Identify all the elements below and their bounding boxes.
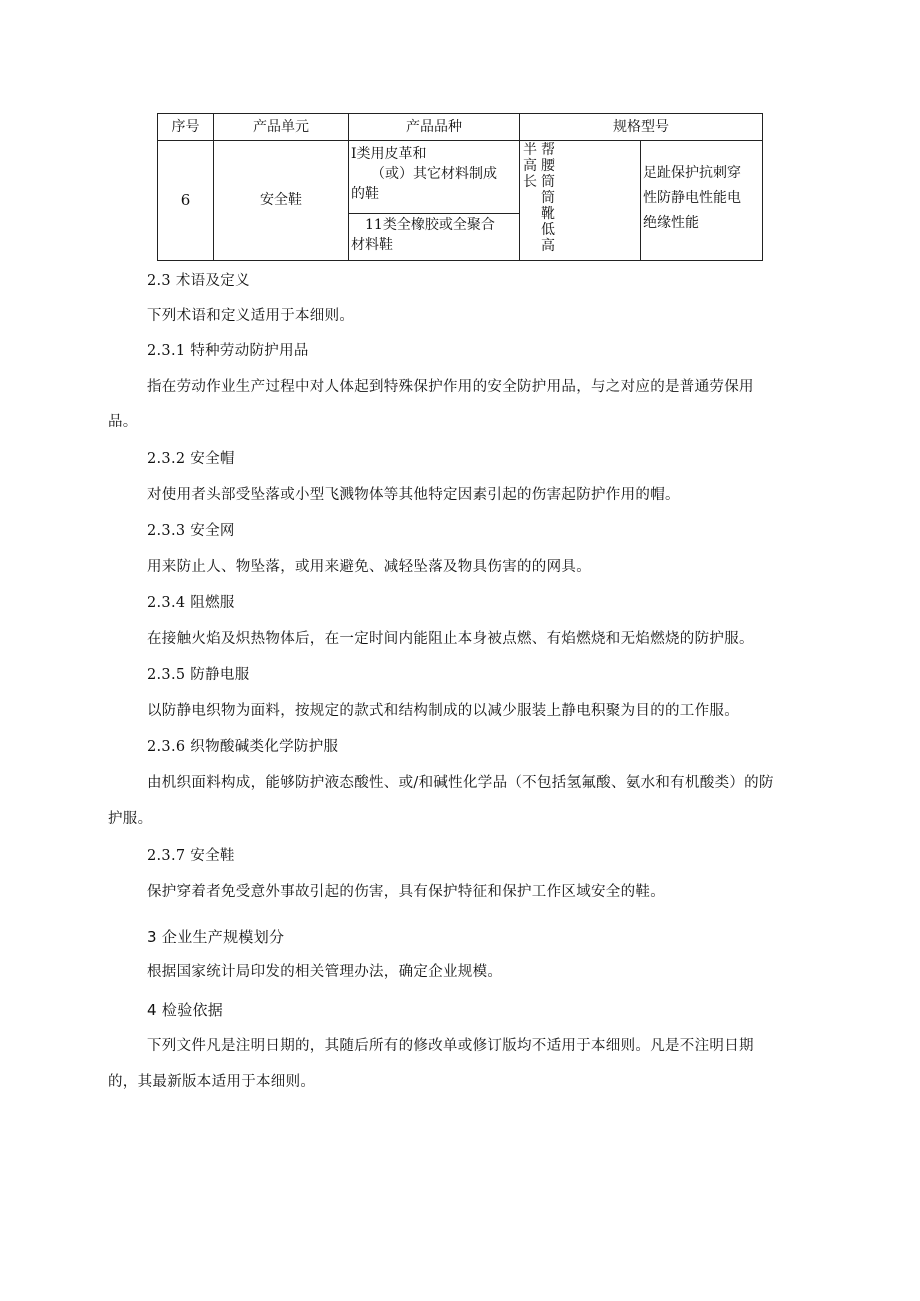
section-2-3-6-text: 由机织面料构成，能够防护液态酸性、或/和碱性化学品（不包括氢氟酸、氨水和有机酸类）的防 [147,775,774,791]
section-4-title: 4 检验依据 [147,1001,224,1019]
section-2-3-5-text: 以防静电织物为面料，按规定的款式和结构制成的以减少服装上静电积聚为目的的工作服。 [147,703,739,719]
spec-performance: 足趾保护抗刺穿 性防静电性能电 绝缘性能 [643,165,741,231]
variety-class-2: 11类全橡胶或全聚合 材料鞋 [351,217,495,253]
row-number: 6 [180,191,191,209]
section-2-3-6-title: 2.3.6 织物酸碱类化学防护服 [147,739,339,755]
row-unit: 安全鞋 [260,192,302,208]
section-2-3-1-text: 指在劳动作业生产过程中对人体起到特殊保护作用的安全防护用品，与之对应的是普通劳保用 [147,379,754,395]
section-2-3-3-title: 2.3.3 安全网 [147,523,235,539]
section-4-text: 下列文件凡是注明日期的，其随后所有的修改单或修订版均不适用于本细则。凡是不注明日期 [147,1038,754,1054]
section-2-3-6-text-cont: 护服。 [108,811,153,827]
section-2-3-4-text: 在接触火焰及炽热物体后，在一定时间内能阻止本身被点燃、有焰燃烧和无焰燃烧的防护服。 [147,631,754,647]
header-variety: 产品品种 [406,119,462,135]
section-2-3-7-text: 保护穿着者免受意外事故引起的伤害，具有保护特征和保护工作区域安全的鞋。 [147,884,665,900]
section-4-text-cont: 的，其最新版本适用于本细则。 [108,1074,316,1090]
section-2-3-2-title: 2.3.2 安全帽 [147,451,235,467]
spec-style-column: 帮 腰 筒 筒 靴 低 高 [541,142,555,254]
section-2-3-title: 2.3 术语及定义 [147,273,250,289]
header-spec: 规格型号 [613,119,669,135]
product-table [157,113,763,261]
section-2-3-1-title: 2.3.1 特种劳动防护用品 [147,343,309,359]
section-2-3-3-text: 用来防止人、物坠落，或用来避免、减轻坠落及物具伤害的的网具。 [147,559,591,575]
section-2-3-1-text-cont: 品。 [108,414,138,430]
section-3-title: 3 企业生产规模划分 [147,928,285,946]
section-2-3-text: 下列术语和定义适用于本细则。 [147,308,355,324]
section-3-text: 根据国家统计局印发的相关管理办法，确定企业规模。 [147,964,503,980]
section-2-3-2-text: 对使用者头部受坠落或小型飞溅物体等其他特定因素引起的伤害起防护作用的帽。 [147,487,680,503]
section-2-3-7-title: 2.3.7 安全鞋 [147,848,235,864]
header-unit: 产品单元 [253,119,309,135]
spec-height-column: 半 高 长 [523,142,537,190]
header-number: 序号 [171,119,200,135]
section-2-3-4-title: 2.3.4 阻燃服 [147,595,235,611]
section-2-3-5-title: 2.3.5 防静电服 [147,667,250,683]
variety-class-1: Ⅰ类用皮革和 （或）其它材料制成 的鞋 [351,146,497,202]
